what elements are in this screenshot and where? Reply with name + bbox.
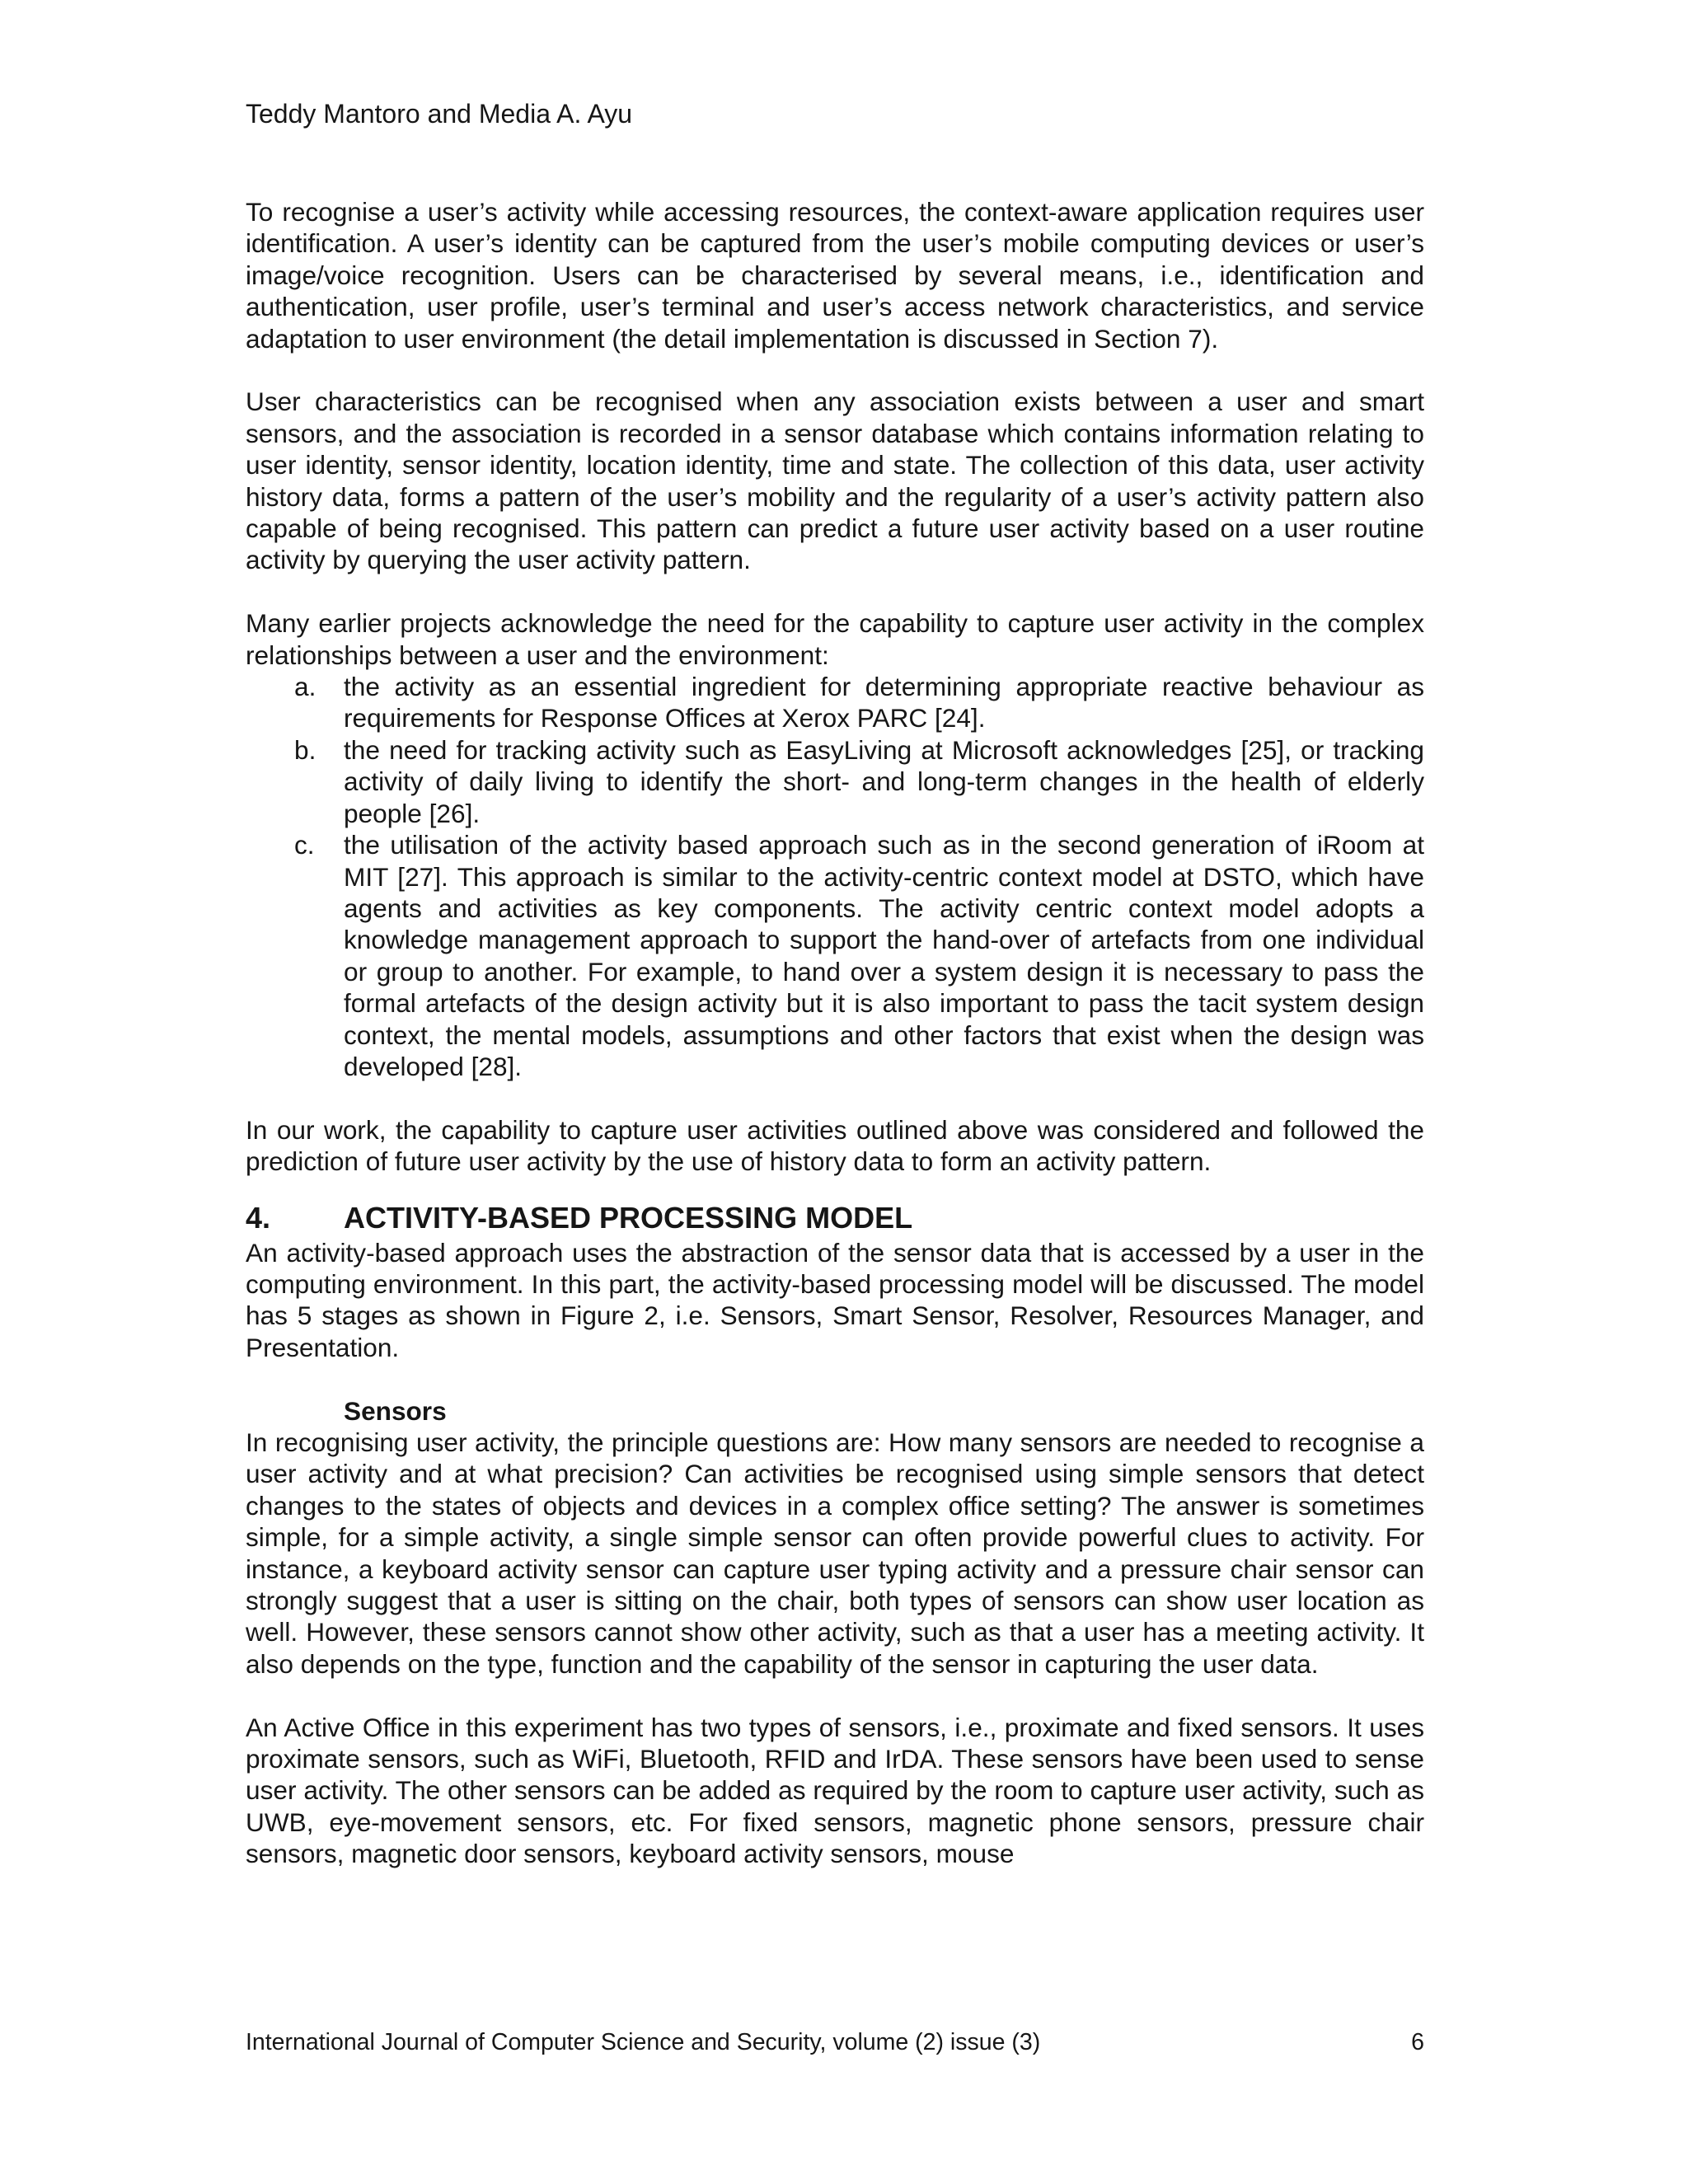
list-item-text: the activity as an essential ingredient for determining appropriate reactive behaviour as requirements for Response Offices at Xerox PARC [24].	[344, 672, 1424, 733]
paragraph-gap	[246, 1363, 1424, 1394]
paragraph-earlier-projects: Many earlier projects acknowledge the need for the capability to capture user activity in the complex relationships between a user and the environment:	[246, 608, 1424, 670]
related-work-list	[246, 671, 1424, 1082]
running-header: Teddy Mantoro and Media A. Ayu	[246, 99, 633, 129]
paragraph-gap	[246, 1082, 1424, 1113]
paragraph-active-office-sensors: An Active Office in this experiment has two types of sensors, i.e., proximate and fixed sensors. It uses proximate sensors, such as WiFi, Bluetooth, RFID and IrDA. These sensors have been used to sense user activity. The other sensors can be added as required by the room to capture user activity, such as UWB, eye-movement sensors, etc. For fixed sensors, magnetic phone sensors, pressure chair sensors, magnetic door sensors, keyboard activity sensors, mouse	[246, 1712, 1424, 1869]
paragraph-user-identification: To recognise a user’s activity while accessing resources, the context-aware application requires user identification. A user’s identity can be captured from the user’s mobile computing devices or user’s image/voice recognition. Users can be characterised by several means, i.e., identification and authentication, user profile, user’s terminal and user’s access network characteristics, and service adaptation to user environment (the detail implementation is discussed in Section 7).	[246, 197, 1424, 354]
page-footer	[246, 2027, 1424, 2057]
list-marker: b.	[294, 734, 316, 765]
list-item	[246, 829, 1424, 1082]
section-title: ACTIVITY-BASED PROCESSING MODEL	[344, 1200, 913, 1235]
list-item	[246, 734, 1424, 829]
list-marker: a.	[294, 672, 316, 702]
paragraph-gap	[246, 576, 1424, 607]
paragraph-gap	[246, 354, 1424, 386]
list-item-text: the utilisation of the activity based approach such as in the second generation of iRoom at MIT [27]. This approach is similar to the activity-centric context model at DSTO, which have agents and activities as key components. The activity centric context model adopts a knowledge management approach to support the hand-over of artefacts from one individual or group to another. For example, to hand over a system design it is necessary to pass the formal artefacts of the design activity but it is also important to pass the tacit system design context, the mental models, assumptions and other factors that exist when the design was developed [28].	[344, 830, 1424, 1081]
paragraph-section-intro: An activity-based approach uses the abstraction of the sensor data that is accessed by a user in the computing environment. In this part, the activity-based processing model will be discussed. The model has 5 stages as shown in Figure 2, i.e. Sensors, Smart Sensor, Resolver, Resources Manager, and Presentation.	[246, 1237, 1424, 1362]
list-item	[246, 671, 1424, 734]
section-heading	[246, 1199, 1424, 1237]
paragraph-gap	[246, 1680, 1424, 1711]
paragraph-sensors-questions: In recognising user activity, the principle questions are: How many sensors are needed to recognise a user activity and at what precision? Can activities be recognised using simple sensors that detect changes to the states of objects and devices in a complex office setting? The answer is sometimes simple, for a simple activity, a single simple sensor can often provide powerful clues to activity. For instance, a keyboard activity sensor can capture user typing activity and a pressure chair sensor can strongly suggest that a user is sitting on the chair, both types of sensors can show user location as well. However, these sensors cannot show other activity, such as that a user has a meeting activity. It also depends on the type, function and the capability of the sensor in capturing the user data.	[246, 1427, 1424, 1679]
journal-citation: International Journal of Computer Science and Security, volume (2) issue (3)	[246, 2029, 1041, 2055]
subsection-heading: Sensors	[344, 1395, 447, 1426]
list-marker: c.	[294, 830, 315, 860]
list-item-text: the need for tracking activity such as EasyLiving at Microsoft acknowledges [25], or tracking activity of daily living to identify the short- and long-term changes in the health of elderly people [26].	[344, 734, 1424, 828]
paragraph-our-work: In our work, the capability to capture user activities outlined above was considered and followed the prediction of future user activity by the use of history data to form an activity pattern.	[246, 1114, 1424, 1177]
paragraph-user-characteristics: User characteristics can be recognised when any association exists between a user and smart sensors, and the association is recorded in a sensor database which contains information relating to user identity, sensor identity, location identity, time and state. The collection of this data, user activity history data, forms a pattern of the user’s mobility and the regularity of a user’s activity pattern also capable of being recognised. This pattern can predict a future user activity based on a user routine activity by querying the user activity pattern.	[246, 387, 1424, 575]
section-number: 4.	[246, 1200, 271, 1235]
page-number: 6	[1411, 2029, 1424, 2055]
body-column	[246, 196, 1424, 1870]
